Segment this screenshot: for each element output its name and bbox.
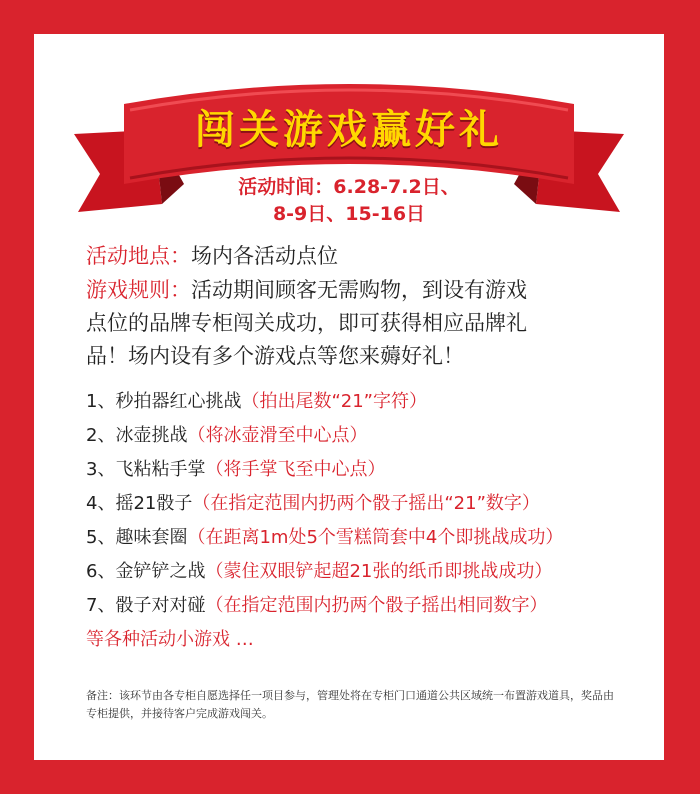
- location-label: 活动地点：: [86, 244, 191, 268]
- rules-text-1: 活动期间顾客无需购物，到设有游戏: [191, 278, 527, 302]
- rules-text-2: 点位的品牌专柜闯关成功，即可获得相应品牌礼: [86, 311, 527, 335]
- game-desc: （在指定范围内扔两个骰子摇出相同数字）: [205, 595, 548, 616]
- list-item: [86, 555, 676, 589]
- game-name: 7、骰子对对碰: [86, 595, 206, 616]
- page-title: 闯关游戏赢好礼: [195, 107, 503, 153]
- list-item: [86, 589, 676, 623]
- list-item: [86, 385, 676, 419]
- game-name: 1、秒拍器红心挑战: [86, 391, 242, 412]
- footnote-line1: 备注：该环节由各专柜自愿选择任一项目参与，管理处将在专柜门口通道公共区域统一布置游戏道具，奖品由: [86, 689, 614, 702]
- rules-label: 游戏规则：: [86, 278, 191, 302]
- game-name: 5、趣味套圈: [86, 527, 188, 548]
- more-games-text: 等各种活动小游戏 …: [86, 629, 254, 650]
- event-dates: [34, 174, 664, 228]
- game-desc: （在距离1m处5个雪糕筒套中4个即挑战成功）: [187, 527, 564, 548]
- list-item: [86, 521, 676, 555]
- event-dates-line1: 活动时间：6.28-7.2日、: [238, 176, 460, 198]
- list-item: [86, 419, 676, 453]
- game-desc: （蒙住双眼铲起超21张的纸币即挑战成功）: [205, 561, 553, 582]
- game-desc: （将手掌飞至中心点）: [205, 459, 386, 480]
- game-desc: （拍出尾数“21”字符）: [241, 391, 428, 412]
- game-desc: （将冰壶滑至中心点）: [187, 425, 368, 446]
- game-name: 6、金铲铲之战: [86, 561, 206, 582]
- event-location: [86, 240, 646, 273]
- game-rules-intro: [86, 274, 646, 373]
- game-list: [86, 385, 676, 657]
- ribbon-banner: [34, 34, 664, 244]
- game-name: 2、冰壶挑战: [86, 425, 188, 446]
- list-item: [86, 453, 676, 487]
- location-value: 场内各活动点位: [191, 244, 338, 268]
- event-dates-line2: 8-9日、15-16日: [272, 203, 426, 225]
- footnote: [86, 687, 646, 723]
- list-item: [86, 487, 676, 521]
- rules-text-3: 品！场内设有多个游戏点等您来薅好礼！: [86, 344, 464, 368]
- footnote-line2: 专柜提供，并接待客户完成游戏闯关。: [86, 707, 273, 720]
- game-name: 3、飞粘粘手掌: [86, 459, 206, 480]
- game-desc: （在指定范围内扔两个骰子摇出“21”数字）: [192, 493, 540, 514]
- game-name: 4、摇21骰子: [86, 493, 193, 514]
